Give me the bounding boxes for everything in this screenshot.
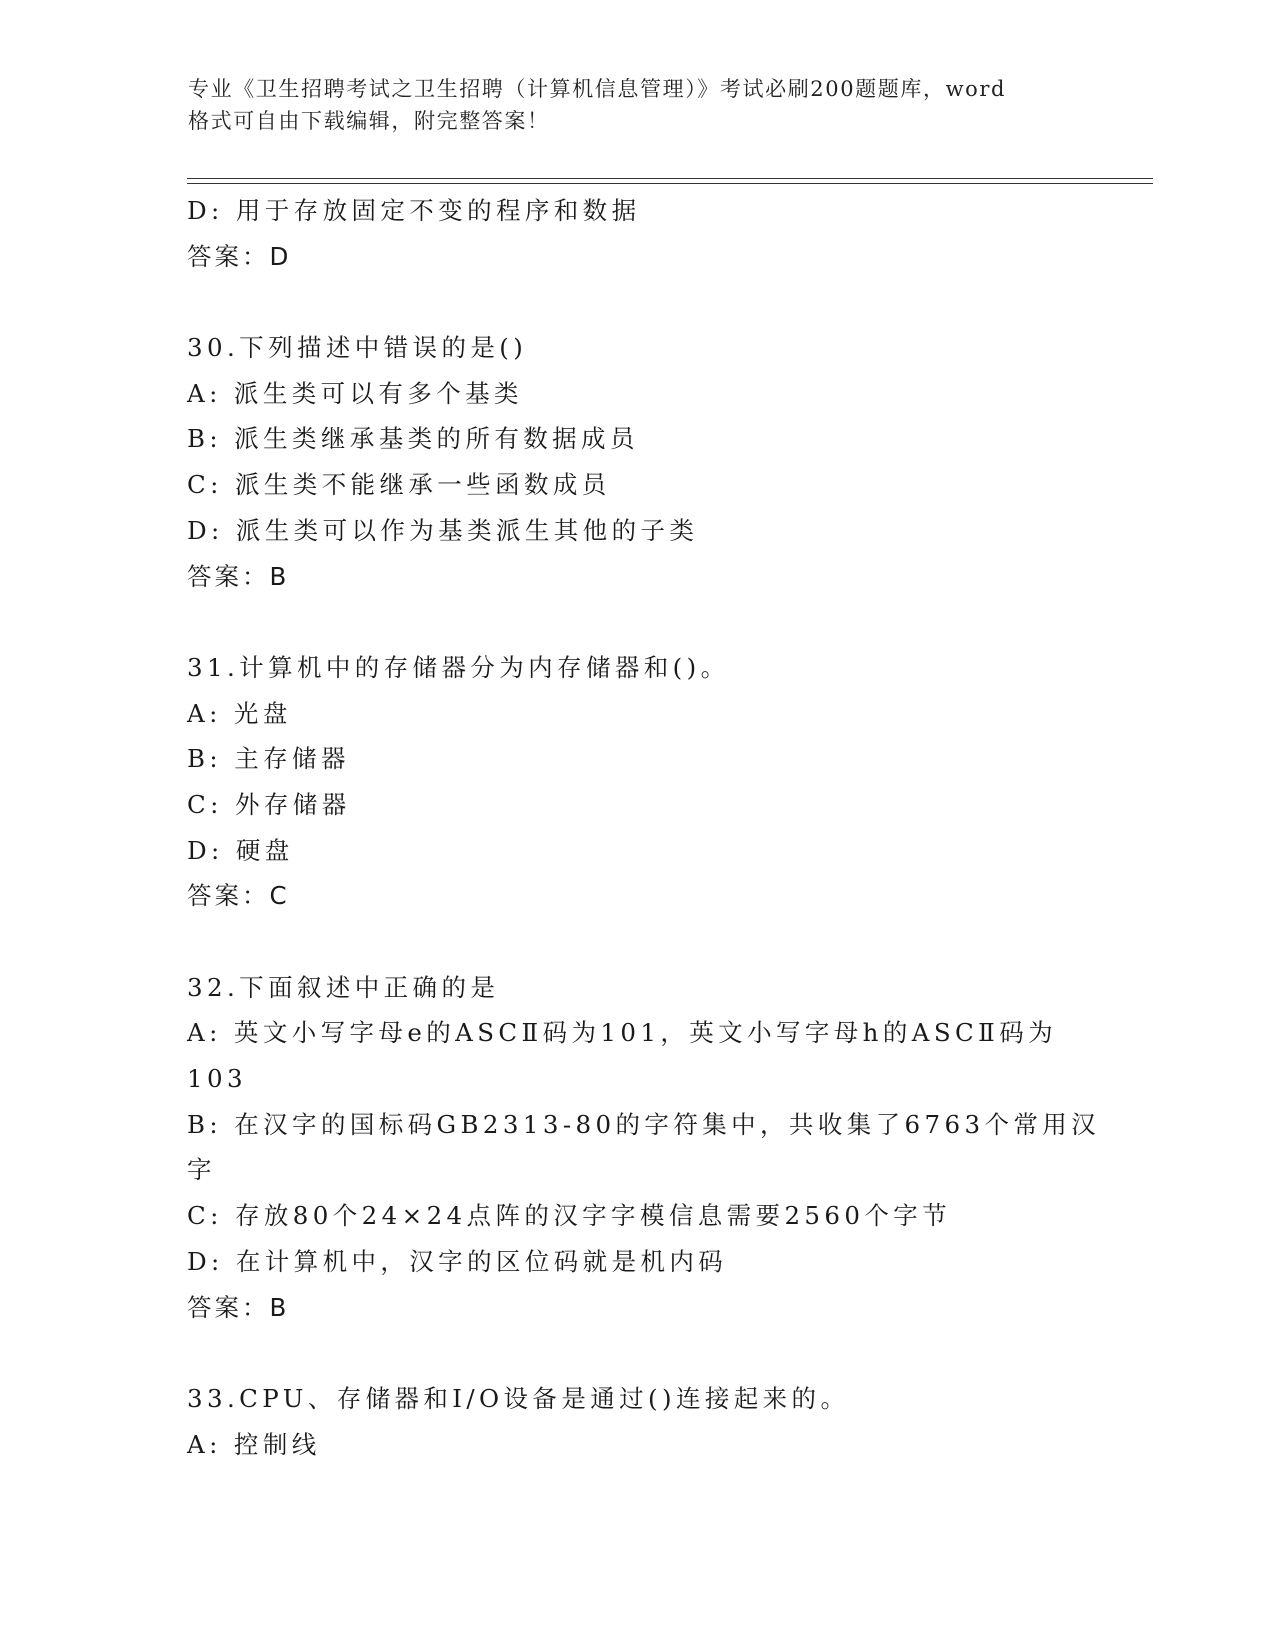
spacer <box>187 1330 1077 1376</box>
q32-option-b-line-1: B: 在汉字的国标码GB2313-80的字符集中，共收集了6763个常用汉 <box>187 1109 1101 1139</box>
q32-option-b-line-2: 字 <box>187 1155 216 1185</box>
q31-option-d: D: 硬盘 <box>187 835 294 865</box>
q31-answer: 答案：C <box>187 881 290 911</box>
header-line-2: 格式可自由下载编辑，附完整答案！ <box>188 109 550 133</box>
spacer <box>187 599 1077 645</box>
q32-option-a-line-2: 103 <box>187 1064 247 1094</box>
q29-answer: 答案：D <box>187 241 292 271</box>
header-line-1: 专业《卫生招聘考试之卫生招聘（计算机信息管理）》考试必刷200题题库，word <box>188 77 1007 101</box>
q32-option-d: D: 在计算机中，汉字的区位码就是机内码 <box>187 1246 728 1276</box>
spacer <box>187 919 1077 965</box>
q33-option-a: A: 控制线 <box>187 1429 321 1459</box>
q30-answer: 答案：B <box>187 561 290 591</box>
q31-option-c: C: 外存储器 <box>187 789 351 819</box>
q30-question: 30.下列描述中错误的是() <box>187 333 528 363</box>
q32-question: 32.下面叙述中正确的是 <box>187 972 500 1002</box>
q32-option-c: C: 存放80个24×24点阵的汉字字模信息需要2560个字节 <box>187 1201 952 1231</box>
q31-option-b: B: 主存储器 <box>187 744 350 774</box>
q33-question: 33.CPU、存储器和I/O设备是通过()连接起来的。 <box>187 1383 850 1413</box>
q30-option-c: C: 派生类不能继承一些函数成员 <box>187 470 611 500</box>
q31-option-a: A: 光盘 <box>187 698 292 728</box>
q30-option-a: A: 派生类可以有多个基类 <box>187 378 523 408</box>
q31-question: 31.计算机中的存储器分为内存储器和()。 <box>187 652 730 682</box>
document-body <box>187 188 1101 1467</box>
header-rule-second <box>187 183 1153 184</box>
spacer <box>187 279 1077 325</box>
q29-option-d: D: 用于存放固定不变的程序和数据 <box>187 196 641 225</box>
page-header <box>188 73 1088 137</box>
q32-option-a-line-1: A: 英文小写字母e的ASCⅡ码为101，英文小写字母h的ASCⅡ码为 <box>187 1018 1058 1048</box>
q30-option-d: D: 派生类可以作为基类派生其他的子类 <box>187 515 699 545</box>
q30-option-b: B: 派生类继承基类的所有数据成员 <box>187 424 639 454</box>
header-rule <box>187 178 1153 179</box>
q32-answer: 答案：B <box>187 1292 290 1322</box>
